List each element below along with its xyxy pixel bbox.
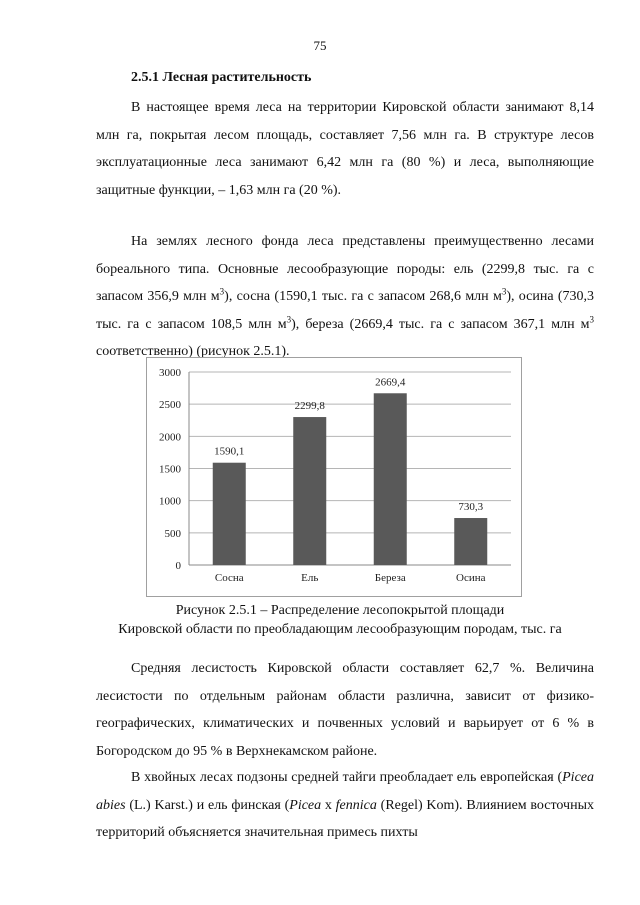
bar-chart-svg: [147, 358, 523, 598]
text-run: (Regel) Kom). Влиянием восточных территорий объясняется значительная примесь пихты: [96, 797, 594, 840]
latin-name-italic: Picea abies: [96, 770, 594, 813]
text-run: x: [321, 797, 336, 813]
caption-line-2: Кировской области по преобладающим лесообразующим породам, тыс. га: [118, 622, 562, 637]
y-tick-label: 1500: [159, 463, 181, 476]
page-number: 75: [313, 38, 327, 53]
x-tick-label: Осина: [456, 572, 486, 584]
latin-name-italic: Picea: [289, 797, 322, 813]
text-run: (L.) Karst.) и ель финская (: [125, 797, 290, 813]
text-run: В хвойных лесах подзоны средней тайги преобладает ель европейская (: [131, 770, 563, 785]
data-label: 2669,4: [375, 376, 406, 389]
figure-caption: [40, 601, 640, 639]
text-run: соответственно) (рисунок 2.5.1).: [96, 344, 290, 359]
text-run: ), сосна (1590,1 тыс. га с запасом 268,6 млн м: [224, 289, 502, 304]
figure-bar-chart: [146, 357, 522, 597]
bar: [213, 463, 246, 565]
paragraph-conifer-forests: [96, 764, 594, 847]
section-title: 2.5.1 Лесная растительность: [131, 70, 312, 85]
superscript: 3: [219, 286, 225, 297]
text-run: ), осина (730,3 тыс. га с запасом 108,5 млн м: [96, 289, 595, 332]
latin-name-italic: fennica: [335, 797, 377, 813]
data-label: 2299,8: [294, 400, 325, 413]
x-tick-label: Ель: [301, 572, 319, 584]
bar: [374, 393, 407, 565]
superscript: 3: [501, 286, 507, 297]
text-run: На землях лесного фонда леса представлены преимущественно лесами бореального типа. Основные лесообразующие породы: ель (2299,8 тыс. га с запасом 356,9 млн м: [96, 234, 594, 304]
x-tick-label: Сосна: [214, 572, 244, 584]
bar: [454, 518, 487, 565]
y-tick-label: 1000: [159, 495, 181, 508]
superscript: 3: [589, 313, 594, 324]
y-tick-label: 2500: [159, 399, 181, 412]
y-tick-label: 2000: [159, 431, 181, 444]
caption-line-1: Рисунок 2.5.1 – Распределение лесопокрытой площади: [175, 603, 505, 618]
bar: [293, 417, 326, 565]
y-tick-label: 0: [175, 560, 181, 572]
x-tick-label: Береза: [374, 572, 406, 584]
text-run: ), береза (2669,4 тыс. га с запасом 367,1 млн м: [291, 316, 590, 332]
y-tick-label: 500: [164, 527, 181, 540]
y-tick-label: 3000: [159, 367, 181, 379]
data-label: 1590,1: [214, 445, 245, 458]
paragraph-forest-area: В настоящее время леса на территории Кировской области занимают 8,14 млн га, покрытая лесом площадь, составляет 7,56 млн га. В структуре лесов эксплуатационные леса занимают 6,42 млн га (80 %) и леса, выполняющие защитные функции, – 1,63 млн га (20 %).: [96, 100, 594, 198]
paragraph-forest-species: [96, 228, 594, 366]
paragraph-forest-cover: Средняя лесистость Кировской области составляет 62,7 %. Величина лесистости по отдельным районам области различна, зависит от физико-географических, климатических и почвенных условий и варьирует от 6 % в Богородском до 95 % в Верхнекамском районе.: [96, 661, 594, 759]
data-label: 730,3: [458, 501, 484, 514]
superscript: 3: [286, 313, 292, 324]
